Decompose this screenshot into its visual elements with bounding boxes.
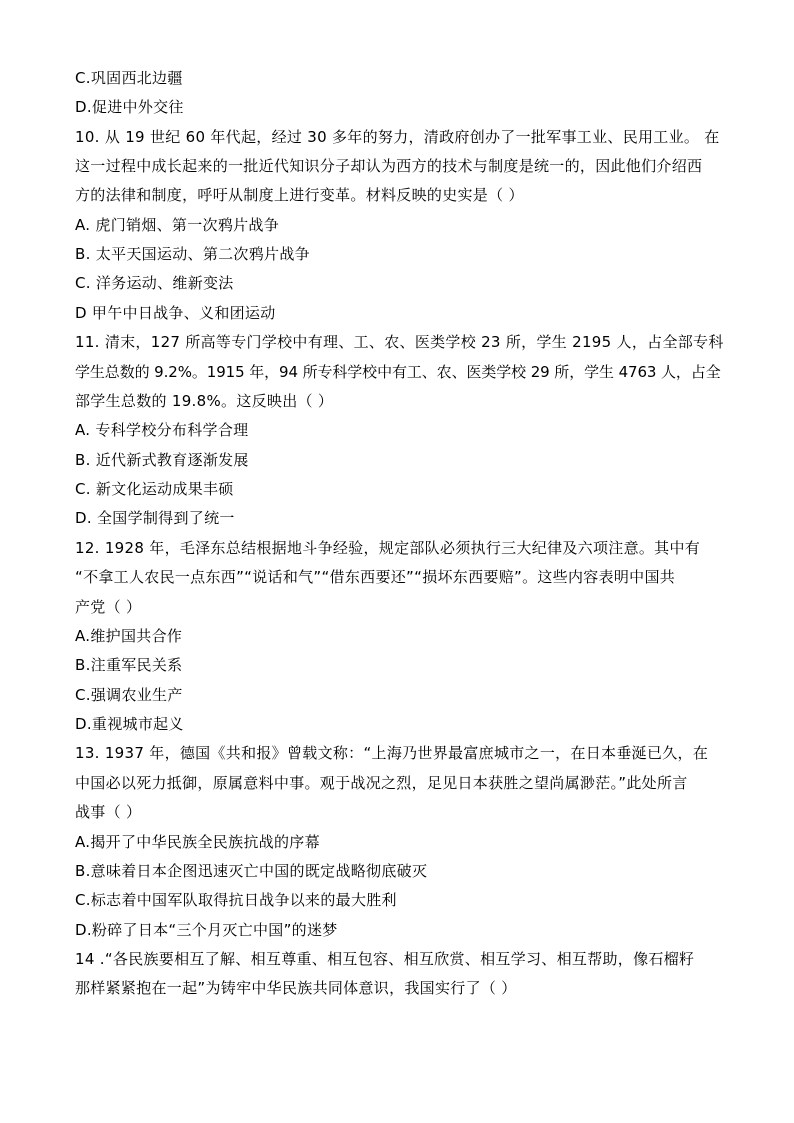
question-12-line-3: 产党（ ） [75,598,142,616]
question-10-line-3: 方的法律和制度，呼吁从制度上进行变革。材料反映的史实是（ ） [75,186,524,204]
question-13-line-1: 13. 1937 年，德国《共和报》曾载文称：“上海乃世界最富庶城市之一，在日本垂涎已久，在 [75,744,709,762]
question-11-line-3: 部学生总数的 19.8%。这反映出（ ） [75,392,334,410]
option-d-q11: D. 全国学制得到了统一 [75,509,235,527]
option-b-q12: B.注重军民关系 [75,656,183,674]
option-d-q12: D.重视城市起义 [75,715,184,733]
option-b-q11: B. 近代新式教育逐渐发展 [75,451,249,469]
question-11-line-1: 11. 清末，127 所高等专门学校中有理、工、农、医类学校 23 所，学生 2195 人，占全部专科 [75,333,724,351]
option-d-q10: D 甲午中日战争、义和团运动 [75,304,276,322]
question-14-line-1: 14 .“各民族要相互了解、相互尊重、相互包容、相互欣赏、相互学习、相互帮助，像石榴籽 [75,950,695,968]
option-a-q10: A. 虎门销烟、第一次鸦片战争 [75,216,280,234]
option-c-q11: C. 新文化运动成果丰硕 [75,480,234,498]
option-a-q11: A. 专科学校分布科学合理 [75,421,249,439]
question-14-line-2: 那样紧紧抱在一起”为铸牢中华民族共同体意识，我国实行了（ ） [75,979,517,997]
option-c-q13: C.标志着中国军队取得抗日战争以来的最大胜利 [75,891,397,909]
option-c-q9: C.巩固西北边疆 [75,69,183,87]
question-13-line-2: 中国必以死力抵御，原属意料中事。观于战况之烈，足见日本获胜之望尚属渺茫。”此处所言 [75,774,688,792]
option-a-q12: A.维护国共合作 [75,627,183,645]
question-10-line-2: 这一过程中成长起来的一批近代知识分子却认为西方的技术与制度是统一的，因此他们介绍西 [75,157,703,175]
option-d-q13: D.粉碎了日本“三个月灭亡中国”的迷梦 [75,921,338,939]
question-11-line-2: 学生总数的 9.2%。1915 年，94 所专科学校中有工、农、医类学校 29 所，学生 4763 人，占全 [75,363,721,381]
question-12-line-2: “不拿工人农民一点东西”“说话和气”“借东西要还”“损坏东西要赔”。这些内容表明中国共 [75,568,676,586]
question-13-line-3: 战事（ ） [75,803,142,821]
option-d-q9: D.促进中外交往 [75,98,184,116]
option-c-q10: C. 洋务运动、维新变法 [75,274,234,292]
option-b-q10: B. 太平天国运动、第二次鸦片战争 [75,245,310,263]
option-a-q13: A.揭开了中华民族全民族抗战的序幕 [75,833,320,851]
option-b-q13: B.意味着日本企图迅速灭亡中国的既定战略彻底破灭 [75,862,428,880]
question-12-line-1: 12. 1928 年，毛泽东总结根据地斗争经验，规定部队必须执行三大纪律及六项注意。其中有 [75,539,701,557]
question-10-line-1: 10. 从 19 世纪 60 年代起，经过 30 多年的努力，清政府创办了一批军事工业、民用工业。 在 [75,128,720,146]
option-c-q12: C.强调农业生产 [75,686,183,704]
